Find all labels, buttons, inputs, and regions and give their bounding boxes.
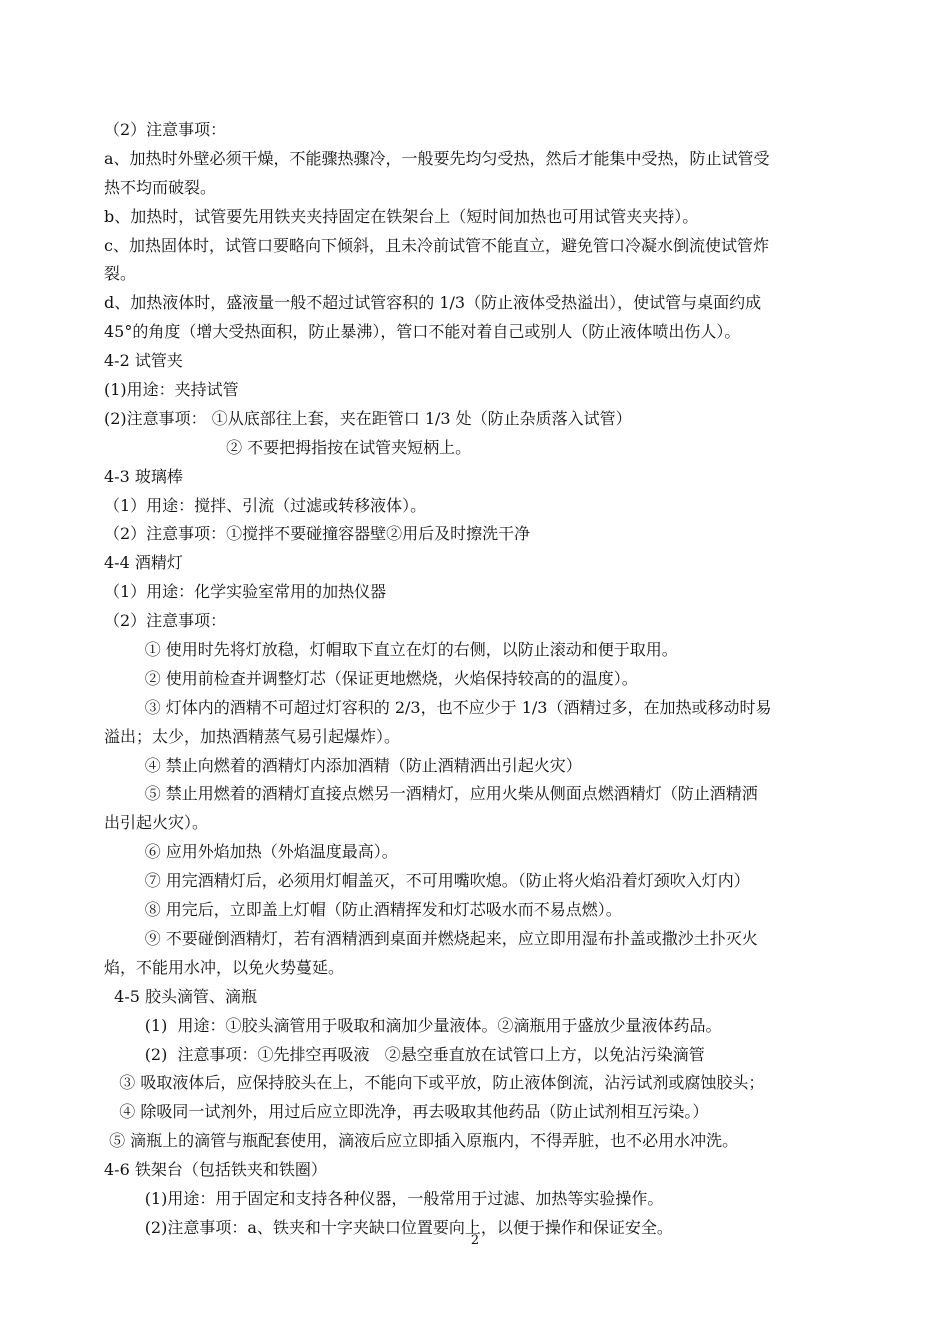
text-line: 出引起火灾）。 [104, 813, 209, 833]
text-line: 热不均而破裂。 [104, 177, 217, 197]
text-line: ③ 吸取液体后，应保持胶头在上，不能向下或平放，防止液体倒流，沾污试剂或腐蚀胶头； [104, 1073, 765, 1093]
text-line: ⑧ 用完后，立即盖上灯帽（防止酒精挥发和灯芯吸水而不易点燃）。 [104, 900, 622, 920]
text-line: （1）用途：化学实验室常用的加热仪器 [104, 582, 387, 602]
text-line: ② 不要把拇指按在试管夹短柄上。 [104, 437, 472, 457]
text-line: (2) 注意事项：①先排空再吸液 ②悬空垂直放在试管口上方，以免沾污染滴管 [104, 1044, 705, 1064]
text-line: 焰，不能用水冲，以免火势蔓延。 [104, 957, 345, 977]
text-line: ① 使用时先将灯放稳，灯帽取下直立在灯的右侧，以防止滚动和便于取用。 [104, 640, 678, 660]
text-line: (2)注意事项： ①从底部往上套，夹在距管口 1/3 处（防止杂质落入试管） [104, 408, 632, 428]
text-line: 4-2 试管夹 [104, 351, 183, 371]
text-line: ③ 灯体内的酒精不可超过灯容积的 2/3，也不应少于 1/3（酒精过多，在加热或移动时易 [104, 697, 772, 717]
text-line: （2）注意事项：①搅拌不要碰撞容器壁②用后及时擦洗干净 [104, 524, 531, 544]
text-line: ⑦ 用完酒精灯后，必须用灯帽盖灭，不可用嘴吹熄。（防止将火焰沿着灯颈吹入灯内） [104, 871, 750, 891]
text-line: 溢出；太少，加热酒精蒸气易引起爆炸）。 [104, 726, 401, 746]
document-body [104, 116, 876, 1243]
text-line: 4-6 铁架台（包括铁夹和铁圈） [104, 1160, 327, 1180]
text-line: ⑥ 应用外焰加热（外焰温度最高）。 [104, 842, 398, 862]
text-line: (1) 用途：①胶头滴管用于吸取和滴加少量液体。②滴瓶用于盛放少量液体药品。 [104, 1015, 722, 1035]
page-number: 2 [470, 1233, 480, 1248]
text-line: （1）用途：搅拌、引流（过滤或转移液体）。 [104, 495, 427, 515]
text-line: ⑤ 滴瓶上的滴管与瓶配套使用，滴液后应立即插入原瓶内，不得弄脏，也不必用水冲洗。 [104, 1131, 739, 1151]
text-line: （2）注意事项： [104, 611, 227, 631]
text-line: ④ 除吸同一试剂外，用过后应立即洗净，再去吸取其他药品（防止试剂相互污染。） [104, 1102, 709, 1122]
text-line: 4-4 酒精灯 [104, 553, 183, 573]
text-line: (1)用途：夹持试管 [104, 380, 239, 400]
text-line: (2)注意事项：a、铁夹和十字夹缺口位置要向上，以便于操作和保证安全。 [104, 1217, 673, 1237]
text-line: (1)用途：用于固定和支持各种仪器，一般常用于过滤、加热等实验操作。 [104, 1188, 664, 1208]
text-line: （2）注意事项： [104, 120, 227, 139]
text-line: c、加热固体时，试管口要略向下倾斜，且未冷前试管不能直立，避免管口冷凝水倒流使试管炸 [104, 235, 769, 255]
text-line: d、加热液体时，盛液量一般不超过试管容积的 1/3（防止液体受热溢出），使试管与桌面约成 [104, 293, 762, 313]
text-line: b、加热时，试管要先用铁夹夹持固定在铁架台上（短时间加热也可用试管夹夹持）。 [104, 206, 699, 226]
text-line: 4-3 玻璃棒 [104, 466, 183, 486]
text-line: ④ 禁止向燃着的酒精灯内添加酒精（防止酒精洒出引起火灾） [104, 755, 582, 775]
text-line: a、加热时外壁必须干燥，不能骤热骤冷，一般要先均匀受热，然后才能集中受热，防止试管受 [104, 148, 770, 168]
text-line: ⑨ 不要碰倒酒精灯，若有酒精洒到桌面并燃烧起来，应立即用湿布扑盖或撒沙土扑灭火 [104, 928, 758, 948]
text-line: ⑤ 禁止用燃着的酒精灯直接点燃另一酒精灯，应用火柴从侧面点燃酒精灯（防止酒精洒 [104, 784, 758, 804]
text-line: 45°的角度（增大受热面积，防止暴沸），管口不能对着自己或别人（防止液体喷出伤人）。 [104, 322, 741, 342]
text-line: 裂。 [104, 264, 137, 284]
text-line: 4-5 胶头滴管、滴瓶 [104, 986, 258, 1006]
text-line: ② 使用前检查并调整灯芯（保证更地燃烧，火焰保持较高的的温度）。 [104, 668, 638, 688]
